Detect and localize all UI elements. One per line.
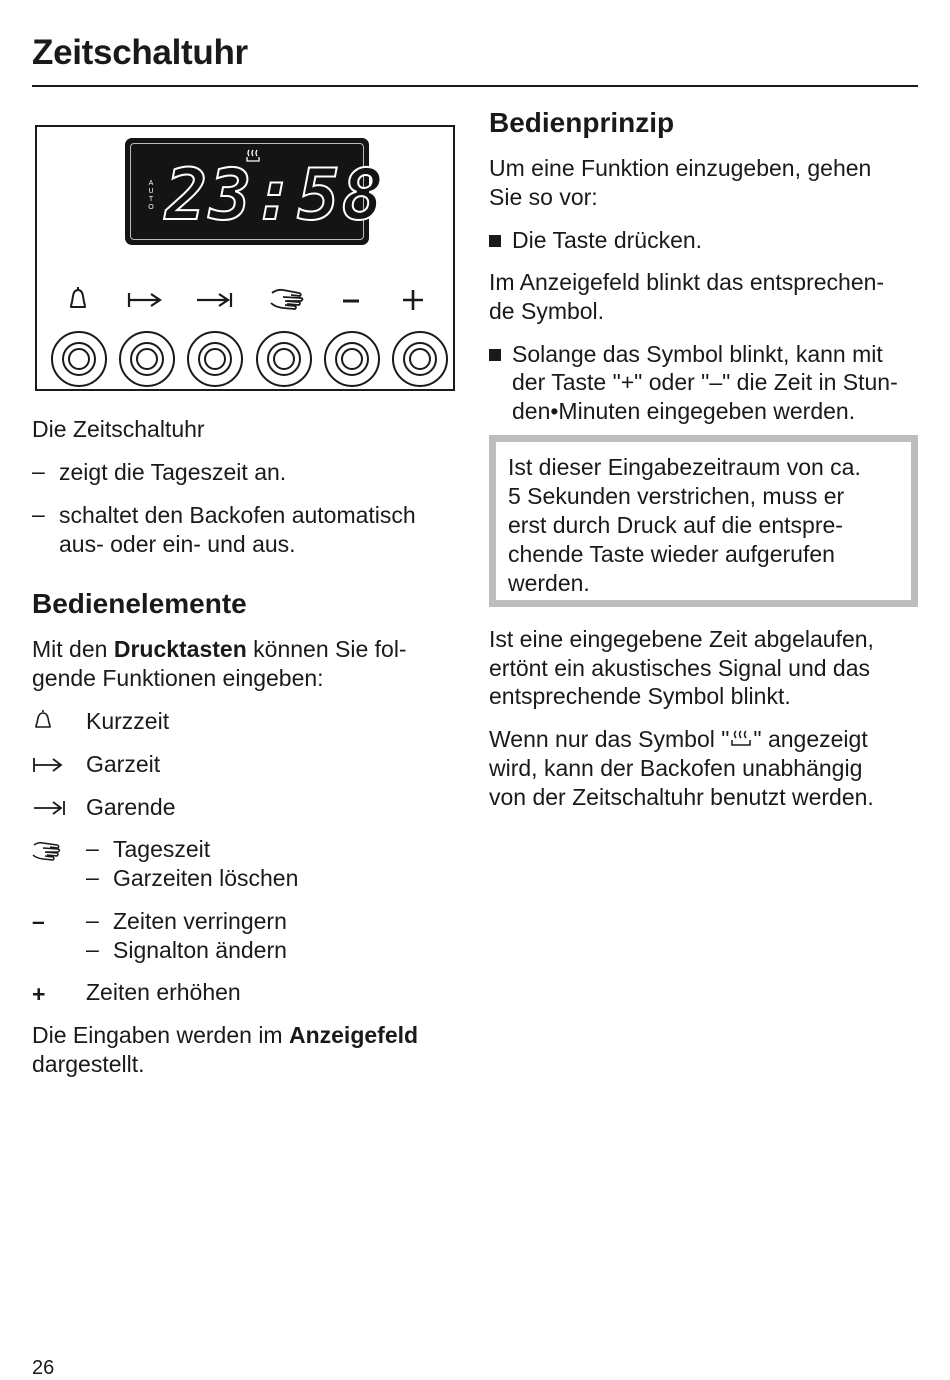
paragraph-line: von der Zeitschaltuhr benutzt werden.	[489, 784, 874, 810]
list-item: zeigt die Tageszeit an.	[59, 459, 287, 485]
paragraph-line: Ist eine eingegebene Zeit abgelaufen,	[489, 626, 874, 652]
paragraph-line: ertönt ein akustisches Signal und das	[489, 655, 871, 681]
title-rule	[32, 85, 918, 87]
note-line: 5 Sekunden verstrichen, muss er	[508, 483, 845, 509]
page-title: Zeitschaltuhr	[32, 33, 248, 72]
plus-icon	[400, 285, 426, 315]
paragraph-line: de Symbol.	[489, 298, 605, 324]
hand-icon	[32, 839, 66, 863]
auto-label	[147, 180, 155, 212]
function-label-garende: Garende	[86, 794, 176, 820]
minus-button[interactable]	[324, 331, 380, 387]
end-time-icon	[32, 798, 66, 818]
minus-symbol: –	[32, 908, 45, 934]
hand-icon	[269, 285, 309, 315]
dash-marker: –	[86, 936, 99, 962]
list-item: schaltet den Backofen automatisch	[59, 502, 416, 528]
dash-marker: –	[86, 864, 99, 890]
paragraph-line: Im Anzeigefeld blinkt das entsprechen-	[489, 269, 885, 295]
bullet-text: Solange das Symbol blinkt, kann mit	[512, 341, 883, 367]
note-line: werden.	[508, 570, 590, 596]
cooking-duration-icon	[32, 755, 64, 775]
bell-icon	[32, 709, 54, 733]
bullet-text: der Taste "+" oder "–" die Zeit in Stun-	[512, 369, 898, 395]
time-display	[125, 138, 386, 245]
function-label-signalton-aendern: Signalton ändern	[113, 937, 287, 963]
auto-letter: O	[148, 204, 154, 211]
bedienelemente-heading: Bedienelemente	[32, 588, 247, 619]
minus-icon	[339, 285, 363, 315]
auto-letter: T	[148, 196, 154, 203]
cooking-duration-button[interactable]	[119, 331, 175, 387]
intro-text: Die Zeitschaltuhr	[32, 416, 205, 442]
function-label-garzeiten-loeschen: Garzeiten löschen	[113, 865, 299, 891]
control-panel-illustration	[35, 125, 455, 391]
function-label-garzeit: Garzeit	[86, 751, 161, 777]
function-label-zeiten-verringern: Zeiten verringern	[113, 908, 287, 934]
bullet-text: Die Taste drücken.	[512, 227, 703, 253]
plus-symbol: +	[32, 981, 46, 1007]
end-time-button[interactable]	[187, 331, 243, 387]
auto-letter: A	[148, 180, 154, 187]
bell-button[interactable]	[51, 331, 107, 387]
bullet-square	[489, 235, 501, 247]
steam-symbol-icon	[729, 729, 753, 749]
dash-marker: –	[86, 835, 99, 861]
plus-button[interactable]	[392, 331, 448, 387]
list-item-continuation: aus- oder ein- und aus.	[59, 531, 296, 557]
paragraph-line: wird, kann der Backofen unabhängig	[489, 755, 863, 781]
note-line: Ist dieser Eingabezeitraum von ca.	[508, 454, 861, 480]
time-of-day-button[interactable]	[256, 331, 312, 387]
dash-marker: –	[86, 907, 99, 933]
paragraph-line: entsprechende Symbol blinkt.	[489, 683, 791, 709]
drucktasten-paragraph-line2: gende Funktionen eingeben:	[32, 665, 324, 691]
anzeigefeld-paragraph: Die Eingaben werden im Anzeigefeld	[32, 1022, 419, 1048]
end-time-icon	[195, 285, 235, 315]
dash-marker: –	[32, 501, 45, 527]
drucktasten-paragraph: Mit den Drucktasten können Sie fol-	[32, 636, 407, 662]
steam-symbol-icon	[245, 148, 261, 164]
note-line: chende Taste wieder aufgerufen	[508, 541, 835, 567]
anzeigefeld-paragraph-line2: dargestellt.	[32, 1051, 145, 1077]
function-label-tageszeit: Tageszeit	[113, 836, 211, 862]
bullet-text: den•Minuten eingegeben werden.	[512, 398, 856, 424]
function-label-kurzzeit: Kurzzeit	[86, 708, 170, 734]
page-number: 26	[32, 1357, 55, 1379]
paragraph-line: Um eine Funktion einzugeben, gehen	[489, 155, 872, 181]
bedienprinzip-heading: Bedienprinzip	[489, 107, 675, 138]
dash-marker: –	[32, 458, 45, 484]
paragraph-line: Wenn nur das Symbol " " angezeigt	[489, 726, 868, 752]
paragraph-line: Sie so vor:	[489, 184, 598, 210]
note-line: erst durch Druck auf die entspre-	[508, 512, 843, 538]
function-label-zeiten-erhoehen: Zeiten erhöhen	[86, 979, 241, 1005]
auto-letter: U	[148, 188, 154, 195]
bullet-square	[489, 349, 501, 361]
bell-icon	[63, 285, 93, 315]
cooking-duration-icon	[127, 285, 167, 315]
time-digits: 23:58	[165, 154, 386, 236]
